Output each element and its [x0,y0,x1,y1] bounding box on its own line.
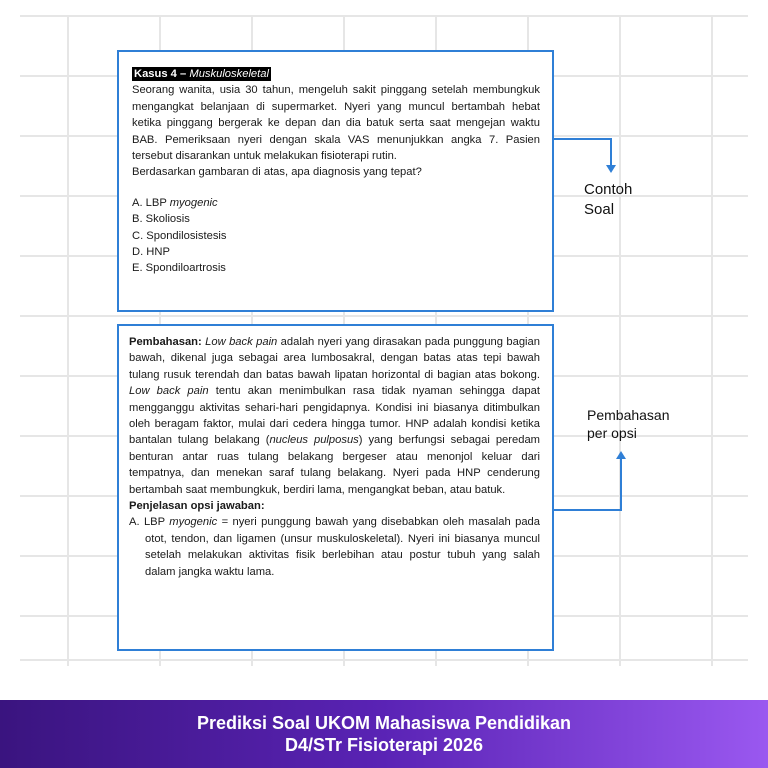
discussion-italic-2: Low back pain [129,385,209,398]
banner-title-line-1: Prediksi Soal UKOM Mahasiswa Pendidikan [196,713,572,733]
discussion-text-3: tentu akan menimbulkan rasa tidak nyaman sehingga dapat mengganggu aktivitas sehari-hari pengidapnya. Kondisi ini biasanya ditimbulkan oleh beragam faktor, mulai dari cedera hingga tumor. HNP adalah kondisi ketika bantalan tulang belakang ( [129,385,540,447]
discussion-text-2: adalah nyeri yang dirasakan pada punggung bagian bawah, dikenal juga sebagai area lumbosakral, dengan batas atas tepi bawah tulang rusuk terendah dan batas bawah lipatan horizontal di bagian atas bokong. [129,336,540,381]
option-d: D. HNP [132,246,170,259]
contoh-label-line-2: Soal [584,201,615,218]
pembahasan-label-line-1: Pembahasan [587,407,670,423]
options-explanation-heading: Penjelasan opsi jawaban: [129,500,265,513]
case-heading [132,66,540,82]
discussion-card [117,324,554,651]
discussion-heading: Pembahasan: [129,336,202,348]
option-c: C. Spondilosistesis [132,229,227,242]
pembahasan-connector-line [554,458,621,510]
question-prompt: Berdasarkan gambaran di atas, apa diagnosis yang tepat? [132,166,422,179]
discussion-content [129,334,540,580]
option-b: B. Skoliosis [132,213,190,226]
option-a-explanation-italic: myogenic [169,516,218,529]
pembahasan-label-line-2: per opsi [587,425,637,441]
contoh-arrowhead-icon [606,165,616,173]
case-label: Kasus 4 [134,68,177,80]
option-a-italic: myogenic [169,196,218,209]
option-e: E. Spondiloartrosis [132,262,226,275]
case-topic: Muskuloskeletal [189,68,269,80]
discussion-text-4: ) yang berfungsi sebagai peredam benturan antar ruas tulang belakang bergeser atau menonjol keluar dari tempatnya, dan menekan saraf tulang belakang. Nyeri pada HNP cenderung bertambah saat membungkuk, berdiri lama, mengangkat beban, atau batuk. [129,434,540,496]
discussion-paragraph [129,334,540,498]
option-a-explanation-prefix: A. LBP [129,516,170,529]
banner-title-line-2: D4/STr Fisioterapi 2026 [284,735,484,755]
case-title-badge [132,67,271,81]
pembahasan-label [587,406,670,442]
discussion-italic-3: nucleus pulposus [269,434,359,447]
contoh-label-line-1: Contoh [584,181,633,198]
option-a [132,195,540,211]
contoh-soal-label [584,180,632,220]
option-a-prefix: A. LBP [132,196,170,209]
pembahasan-arrowhead-icon [616,451,626,459]
question-card [117,50,554,312]
title-banner [0,700,768,768]
question-stem: Seorang wanita, usia 30 tahun, mengeluh sakit pinggang setelah membungkuk mengangkat belanjaan di supermarket. Nyeri yang muncul bertambah hebat ketika pinggang bergerak ke depan dan dia batuk serta saat mengejan waktu BAB. Pemeriksaan nyeri dengan skala VAS menunjukkan angka 7. Pasien tersebut disarankan untuk melakukan fisioterapi rutin. [132,84,540,163]
contoh-connector-line [554,139,611,166]
discussion-italic-1: Low back pain [205,336,278,348]
question-content [132,66,540,277]
option-a-explanation-text: = nyeri punggung bawah yang disebabkan oleh masalah pada otot, tendon, dan ligamen (unsur muskuloskeletal). Nyeri ini biasanya muncul setelah melakukan aktivitas fisik berlebihan atau postur tubuh yang salah dalam jangka waktu lama. [145,516,541,578]
case-dash: – [176,68,190,80]
option-a-explanation [129,514,540,580]
